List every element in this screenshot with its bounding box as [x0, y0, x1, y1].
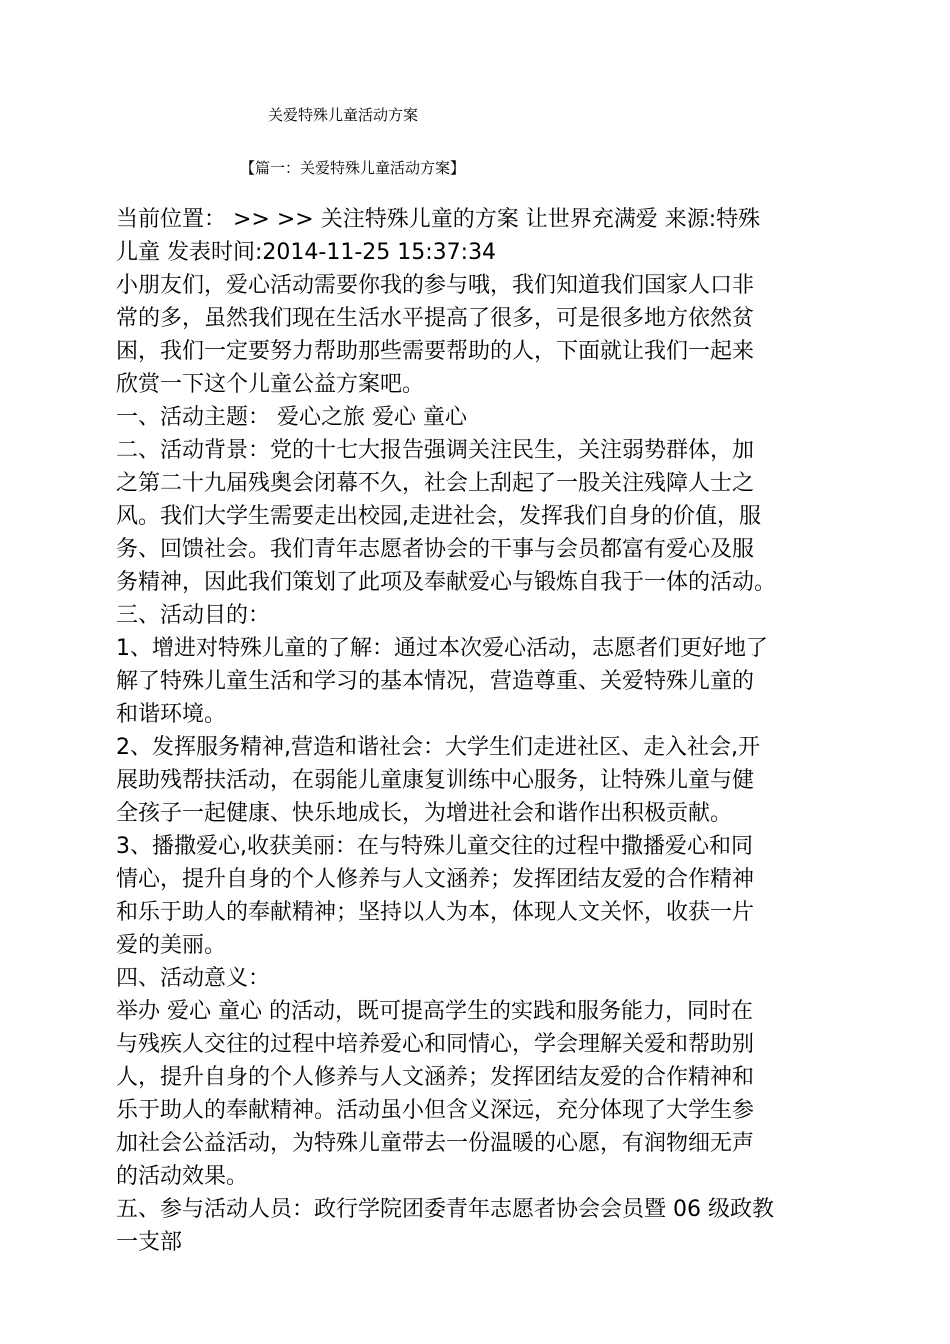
text-line-publish-time: 儿童 发表时间:2014-11-25 15:37:34: [116, 240, 497, 265]
text-line-location: 当前位置： >> >> 关注特殊儿童的方案 让世界充满爱 来源:特殊: [116, 207, 761, 232]
section-heading-significance: 四、活动意义：: [116, 966, 271, 991]
text-line: 的活动效果。: [116, 1164, 249, 1189]
text-line: 风。我们大学生需要走出校园,走进社会，发挥我们自身的价值，服: [116, 504, 761, 529]
text-line: 爱的美丽。: [116, 933, 227, 958]
text-line: 乐于助人的奉献精神。活动虽小但含义深远，充分体现了大学生参: [116, 1098, 755, 1123]
document-subtitle: 【篇一：关爱特殊儿童活动方案】: [240, 159, 466, 177]
text-line: 困，我们一定要努力帮助那些需要帮助的人，下面就让我们一起来: [116, 339, 755, 364]
list-item-2: 2、发挥服务精神,营造和谐社会：大学生们走进社区、走入社会,开: [116, 735, 760, 760]
document-body: [116, 203, 841, 1259]
text-line: 小朋友们，爱心活动需要你我的参与哦，我们知道我们国家人口非: [116, 273, 755, 298]
text-line: 举办 爱心 童心 的活动，既可提高学生的实践和服务能力，同时在: [116, 999, 753, 1024]
text-line: 解了特殊儿童生活和学习的基本情况，营造尊重、关爱特殊儿童的: [116, 669, 755, 694]
text-line: 展助残帮扶活动，在弱能儿童康复训练中心服务，让特殊儿童与健: [116, 768, 755, 793]
document-title: 关爱特殊儿童活动方案: [268, 106, 419, 124]
text-line: 之第二十九届残奥会闭幕不久，社会上刮起了一股关注残障人士之: [116, 471, 755, 496]
text-line: 务、回馈社会。我们青年志愿者协会的干事与会员都富有爱心及服: [116, 537, 755, 562]
section-heading-theme: 一、活动主题： 爱心之旅 爱心 童心: [116, 405, 467, 430]
section-heading-participants: 五、参与活动人员：政行学院团委青年志愿者协会会员暨 06 级政教: [116, 1197, 774, 1222]
text-line: 情心，提升自身的个人修养与人文涵养；发挥团结友爱的合作精神: [116, 867, 755, 892]
text-line: 与残疾人交往的过程中培养爱心和同情心，学会理解关爱和帮助别: [116, 1032, 755, 1057]
text-line: 人，提升自身的个人修养与人文涵养；发挥团结友爱的合作精神和: [116, 1065, 755, 1090]
text-line: 和谐环境。: [116, 702, 227, 727]
text-line: 欣赏一下这个儿童公益方案吧。: [116, 372, 425, 397]
text-line: 常的多，虽然我们现在生活水平提高了很多，可是很多地方依然贫: [116, 306, 755, 331]
list-item-3: 3、播撒爱心,收获美丽：在与特殊儿童交往的过程中撒播爱心和同: [116, 834, 753, 859]
text-line: 全孩子一起健康、快乐地成长，为增进社会和谐作出积极贡献。: [116, 801, 733, 826]
section-heading-purpose: 三、活动目的：: [116, 603, 271, 628]
text-line: 加社会公益活动，为特殊儿童带去一份温暖的心愿，有润物细无声: [116, 1131, 755, 1156]
text-line: 务精神，因此我们策划了此项及奉献爱心与锻炼自我于一体的活动。: [116, 570, 777, 595]
section-heading-background: 二、活动背景：党的十七大报告强调关注民生，关注弱势群体，加: [116, 438, 755, 463]
list-item-1: 1、增进对特殊儿童的了解：通过本次爱心活动，志愿者们更好地了: [116, 636, 768, 661]
text-line: 一支部: [116, 1230, 183, 1255]
text-line: 和乐于助人的奉献精神；坚持以人为本，体现人文关怀，收获一片: [116, 900, 755, 925]
